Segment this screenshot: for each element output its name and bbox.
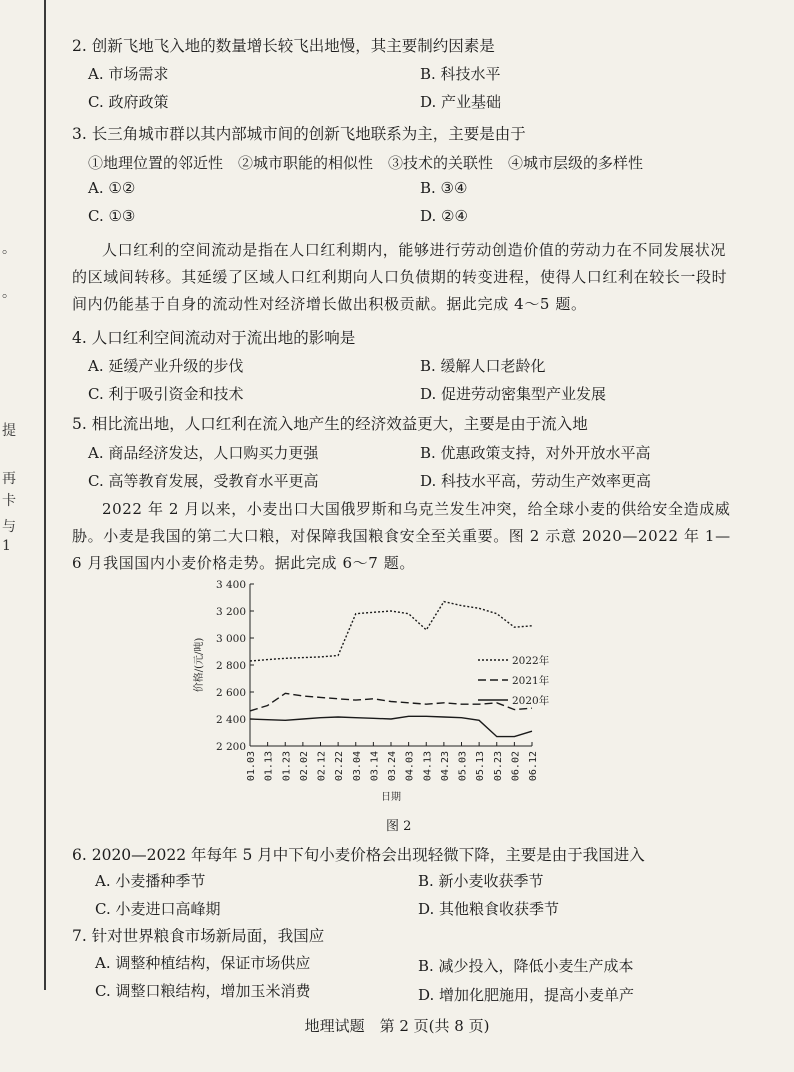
x-tick-label: 03.14 — [369, 751, 381, 782]
x-tick-label: 06.02 — [510, 751, 522, 782]
y-tick-label: 2 200 — [215, 741, 246, 753]
x-tick-label: 04.13 — [422, 751, 434, 782]
question-6-option-a[interactable]: A. 小麦播种季节 — [95, 872, 206, 890]
y-tick-label: 2 800 — [215, 660, 246, 672]
x-tick-label: 05.03 — [457, 751, 469, 782]
x-tick-label: 05.13 — [475, 751, 487, 782]
question-5-stem: 5. 相比流出地，人口红利在流入地产生的经济效益更大，主要是由于流入地 — [72, 415, 588, 433]
page-footer: 地理试题 第 2 页(共 8 页) — [304, 1017, 490, 1035]
series-line-2022年 — [250, 602, 532, 661]
x-tick-label: 02.22 — [334, 751, 346, 782]
side-mark: 与 — [2, 519, 16, 535]
x-tick-label: 02.12 — [316, 751, 328, 782]
side-mark: 卡 — [2, 493, 16, 509]
x-tick-label: 01.23 — [281, 751, 293, 782]
y-tick-label: 3 000 — [215, 633, 246, 645]
question-4-option-a[interactable]: A. 延缓产业升级的步伐 — [88, 357, 244, 375]
question-3-stem: 3. 长三角城市群以其内部城市间的创新飞地联系为主，主要是由于 — [72, 125, 526, 143]
question-7-stem: 7. 针对世界粮食市场新局面，我国应 — [72, 927, 325, 945]
side-mark: 再 — [2, 471, 16, 487]
wheat-price-chart — [182, 574, 582, 814]
question-5-option-a[interactable]: A. 商品经济发达，人口购买力更强 — [88, 444, 319, 462]
legend-label: 2020年 — [512, 695, 550, 707]
y-tick-label: 3 200 — [215, 606, 246, 618]
question-4-option-c[interactable]: C. 利于吸引资金和技术 — [88, 385, 244, 403]
question-2-option-a[interactable]: A. 市场需求 — [88, 65, 169, 83]
binding-margin-line — [44, 0, 46, 990]
y-axis-title: 价格/(元/吨) — [194, 637, 205, 693]
y-tick-label: 2 600 — [215, 687, 246, 699]
x-tick-label: 06.12 — [528, 751, 539, 782]
question-5-option-c[interactable]: C. 高等教育发展，受教育水平更高 — [88, 472, 319, 490]
x-tick-label: 01.13 — [263, 751, 275, 782]
question-3-option-c[interactable]: C. ①③ — [88, 207, 136, 225]
question-2-stem: 2. 创新飞地飞入地的数量增长较飞出地慢，其主要制约因素是 — [72, 37, 495, 55]
question-6-stem: 6. 2020—2022 年每年 5 月中下旬小麦价格会出现轻微下降，主要是由于我国进入 — [72, 846, 645, 864]
legend-label: 2021年 — [512, 675, 550, 687]
question-3-items: ①地理位置的邻近性 ②城市职能的相似性 ③技术的关联性 ④城市层级的多样性 — [88, 154, 644, 172]
x-tick-label: 03.04 — [351, 751, 363, 782]
figure-caption: 图 2 — [386, 819, 412, 834]
question-6-option-d[interactable]: D. 其他粮食收获季节 — [418, 900, 560, 918]
question-2-option-b[interactable]: B. 科技水平 — [420, 65, 501, 83]
passage-population-dividend: 人口红利的空间流动是指在人口红利期内，能够进行劳动创造价值的劳动力在不同发展状况的区域间转移。其延缓了区域人口红利期向人口负债期的转变进程，使得人口红利在较长一段时间内仍能基于自身的流动性对经济增长做出积极贡献。据此完成 4～5 题。 — [72, 241, 728, 313]
question-7-option-c[interactable]: C. 调整口粮结构，增加玉米消费 — [95, 982, 311, 1000]
side-mark: 。 — [2, 285, 16, 301]
question-2-option-d[interactable]: D. 产业基础 — [420, 93, 502, 111]
y-tick-label: 3 400 — [215, 579, 246, 591]
question-3-option-b[interactable]: B. ③④ — [420, 179, 468, 197]
question-3-option-a[interactable]: A. ①② — [88, 179, 136, 197]
y-tick-label: 2 400 — [215, 714, 246, 726]
question-7-option-b[interactable]: B. 减少投入，降低小麦生产成本 — [418, 957, 634, 975]
question-4-stem: 4. 人口红利空间流动对于流出地的影响是 — [72, 329, 356, 347]
question-6-option-c[interactable]: C. 小麦进口高峰期 — [95, 900, 221, 918]
x-tick-label: 05.23 — [492, 751, 504, 782]
x-axis-title: 日期 — [381, 792, 401, 803]
question-5-option-b[interactable]: B. 优惠政策支持，对外开放水平高 — [420, 444, 651, 462]
series-line-2020年 — [250, 716, 532, 736]
question-4-option-b[interactable]: B. 缓解人口老龄化 — [420, 357, 546, 375]
question-7-option-d[interactable]: D. 增加化肥施用，提高小麦单产 — [418, 986, 635, 1004]
question-7-option-a[interactable]: A. 调整种植结构，保证市场供应 — [95, 954, 311, 972]
question-4-option-d[interactable]: D. 促进劳动密集型产业发展 — [420, 385, 607, 403]
question-2-option-c[interactable]: C. 政府政策 — [88, 93, 169, 111]
series-line-2021年 — [250, 693, 532, 711]
side-mark: 。 — [2, 241, 16, 257]
x-tick-label: 04.03 — [404, 751, 416, 782]
x-tick-label: 03.24 — [387, 751, 398, 782]
question-5-option-d[interactable]: D. 科技水平高，劳动生产效率更高 — [420, 472, 652, 490]
side-mark: 提 — [2, 423, 16, 439]
x-tick-label: 04.23 — [439, 751, 451, 782]
side-mark: 1 — [2, 538, 11, 554]
x-tick-label: 02.02 — [298, 751, 310, 782]
question-6-option-b[interactable]: B. 新小麦收获季节 — [418, 872, 544, 890]
legend-label: 2022年 — [512, 655, 550, 667]
passage-wheat-price: 2022 年 2 月以来，小麦出口大国俄罗斯和乌克兰发生冲突，给全球小麦的供给安全造成威胁。小麦是我国的第二大口粮，对保障我国粮食安全至关重要。图 2 示意 2020—2022 年 1—6 月我国国内小麦价格走势。据此完成 6～7 题。 — [72, 500, 731, 572]
x-tick-label: 01.03 — [246, 751, 257, 782]
question-3-option-d[interactable]: D. ②④ — [420, 207, 468, 225]
